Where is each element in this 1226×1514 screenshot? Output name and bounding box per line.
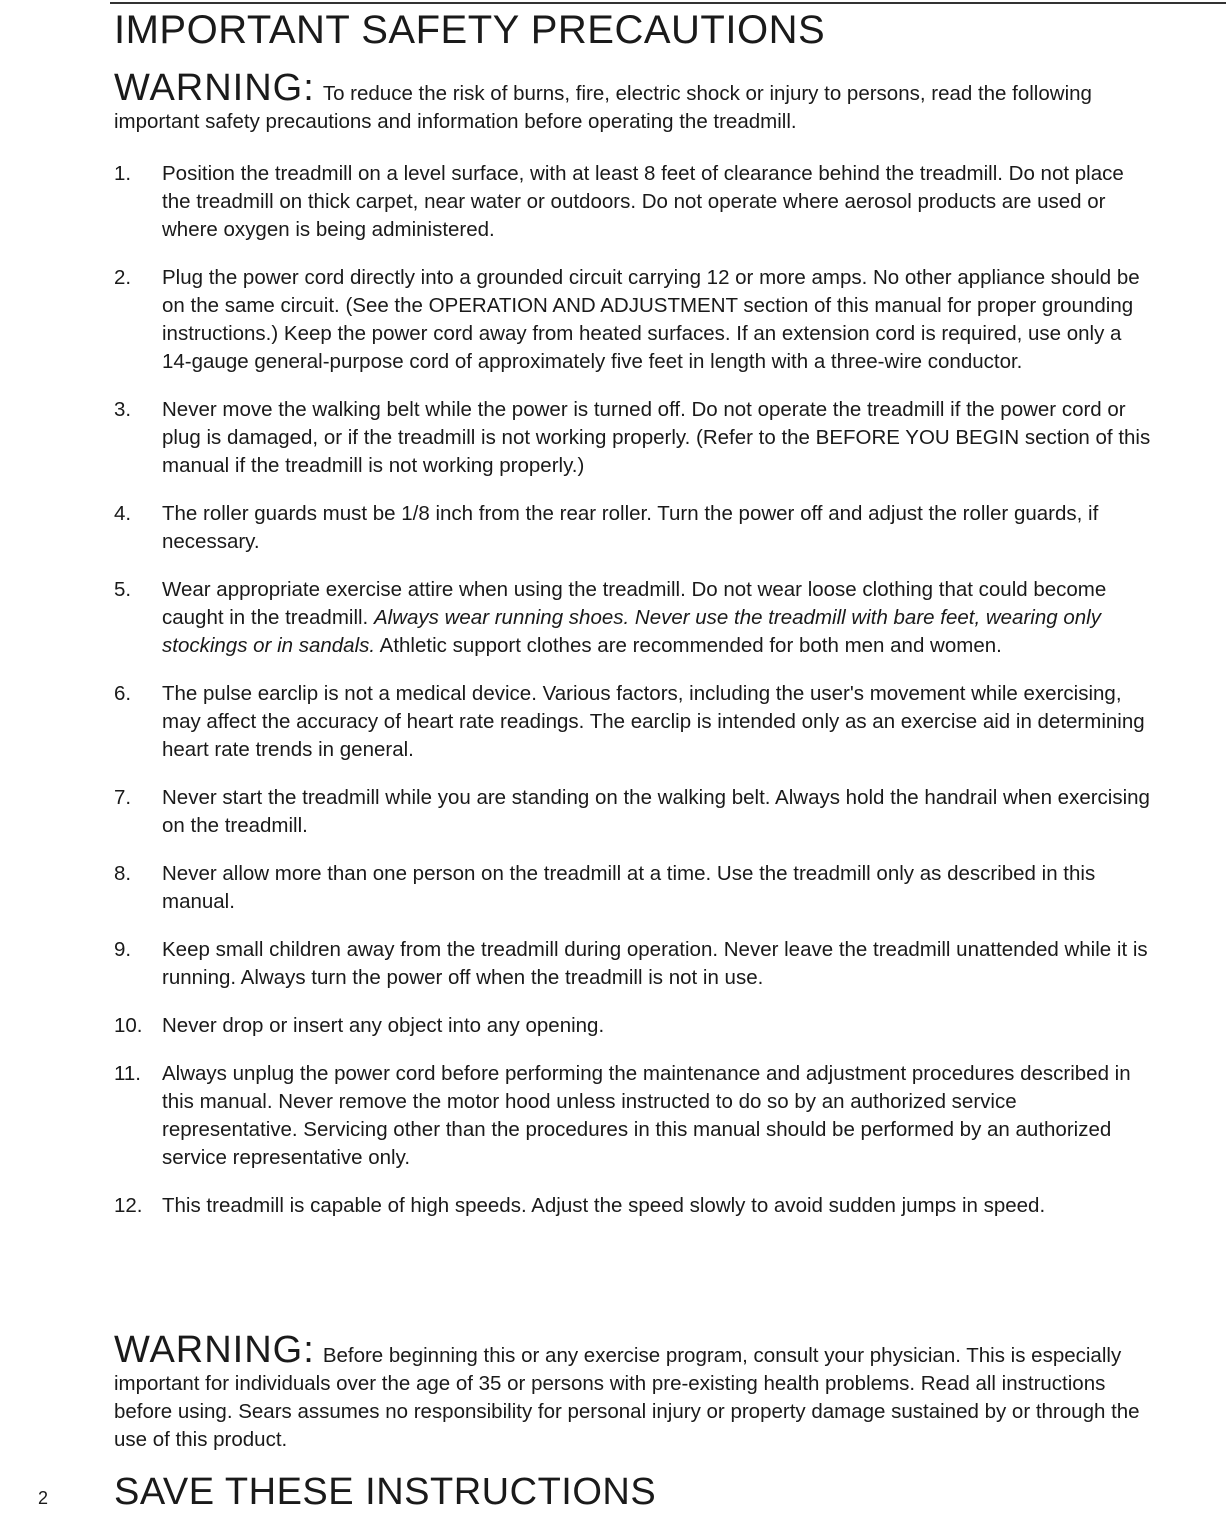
item-number: 1. bbox=[114, 162, 132, 185]
item-number: 11. bbox=[114, 1062, 141, 1085]
item-number: 3. bbox=[114, 398, 132, 421]
closing-warning-label: WARNING: bbox=[114, 1329, 315, 1371]
precaution-item-4 bbox=[114, 500, 1154, 556]
precaution-item-2 bbox=[114, 264, 1154, 376]
precautions-list bbox=[114, 160, 1154, 1240]
item-text: This treadmill is capable of high speeds. Adjust the speed slowly to avoid sudden jumps in speed. bbox=[162, 1194, 1046, 1217]
item-text bbox=[162, 576, 1154, 660]
item-text-plain: Wear appropriate exercise attire when using the treadmill. Do not wear loose clothing that could become caught in the treadmill. bbox=[162, 578, 1107, 629]
precaution-item-8 bbox=[114, 860, 1154, 916]
item-number: 5. bbox=[114, 578, 132, 601]
item-text: Keep small children away from the treadmill during operation. Never leave the treadmill unattended while it is running. Always turn the power off when the treadmill is not in use. bbox=[162, 938, 1148, 989]
item-number: 2. bbox=[114, 266, 132, 289]
item-number: 4. bbox=[114, 502, 132, 525]
item-text: Never drop or insert any object into any opening. bbox=[162, 1014, 605, 1037]
precaution-item-10 bbox=[114, 1012, 1154, 1040]
item-text-italic: Always wear running shoes. Never use the treadmill with bare feet, wearing only stockings or in sandals. bbox=[162, 606, 1101, 657]
page-title: IMPORTANT SAFETY PRECAUTIONS bbox=[114, 8, 826, 52]
precaution-item-12 bbox=[114, 1192, 1154, 1220]
intro-warning-text: To reduce the risk of burns, fire, electric shock or injury to persons, read the following important safety precautions and information before operating the treadmill. bbox=[114, 82, 1092, 133]
precaution-item-6 bbox=[114, 680, 1154, 764]
precaution-item-5 bbox=[114, 576, 1154, 660]
item-text: The pulse earclip is not a medical device. Various factors, including the user's movement while exercising, may affect the accuracy of heart rate readings. The earclip is intended only as an exercise aid in determining heart rate trends in general. bbox=[162, 682, 1145, 761]
item-number: 12. bbox=[114, 1194, 143, 1217]
item-number: 9. bbox=[114, 938, 132, 961]
item-text: Always unplug the power cord before performing the maintenance and adjustment procedures described in this manual. Never remove the motor hood unless instructed to do so by an authorized service representative. Servicing other than the procedures in this manual should be performed by an authorized service representative only. bbox=[162, 1062, 1131, 1169]
item-text-plain: Athletic support clothes are recommended for both men and women. bbox=[379, 634, 1002, 657]
top-rule bbox=[110, 2, 1226, 4]
closing-title: SAVE THESE INSTRUCTIONS bbox=[114, 1471, 657, 1513]
item-number: 7. bbox=[114, 786, 132, 809]
intro-warning bbox=[114, 67, 1154, 136]
precaution-item-1 bbox=[114, 160, 1154, 244]
item-number: 10. bbox=[114, 1014, 143, 1037]
item-text: Position the treadmill on a level surface, with at least 8 feet of clearance behind the treadmill. Do not place the treadmill on thick carpet, near water or outdoors. Do not operate where aerosol products are used or where oxygen is being administered. bbox=[162, 162, 1124, 241]
precaution-item-9 bbox=[114, 936, 1154, 992]
precaution-item-11 bbox=[114, 1060, 1154, 1172]
precaution-item-7 bbox=[114, 784, 1154, 840]
item-number: 8. bbox=[114, 862, 132, 885]
precaution-item-3 bbox=[114, 396, 1154, 480]
closing-warning bbox=[114, 1329, 1154, 1454]
intro-warning-label: WARNING: bbox=[114, 67, 315, 109]
item-text: Never allow more than one person on the treadmill at a time. Use the treadmill only as described in this manual. bbox=[162, 862, 1096, 913]
item-text: Never start the treadmill while you are standing on the walking belt. Always hold the handrail when exercising on the treadmill. bbox=[162, 786, 1150, 837]
item-text: Plug the power cord directly into a grounded circuit carrying 12 or more amps. No other appliance should be on the same circuit. (See the OPERATION AND ADJUSTMENT section of this manual for proper grounding instructions.) Keep the power cord away from heated surfaces. If an extension cord is required, use only a 14-gauge general-purpose cord of approximately five feet in length with a three-wire conductor. bbox=[162, 266, 1140, 373]
closing-warning-text: Before beginning this or any exercise program, consult your physician. This is especially important for individuals over the age of 35 or persons with pre-existing health problems. Read all instructions before using. Sears assumes no responsibility for personal injury or property damage sustained by or through the use of this product. bbox=[114, 1344, 1140, 1451]
item-text: The roller guards must be 1/8 inch from the rear roller. Turn the power off and adjust the roller guards, if necessary. bbox=[162, 502, 1099, 553]
page-number: 2 bbox=[38, 1488, 49, 1508]
item-number: 6. bbox=[114, 682, 132, 705]
item-text: Never move the walking belt while the power is turned off. Do not operate the treadmill if the power cord or plug is damaged, or if the treadmill is not working properly. (Refer to the BEFORE YOU BEGIN section of this manual if the treadmill is not working properly.) bbox=[162, 398, 1151, 477]
